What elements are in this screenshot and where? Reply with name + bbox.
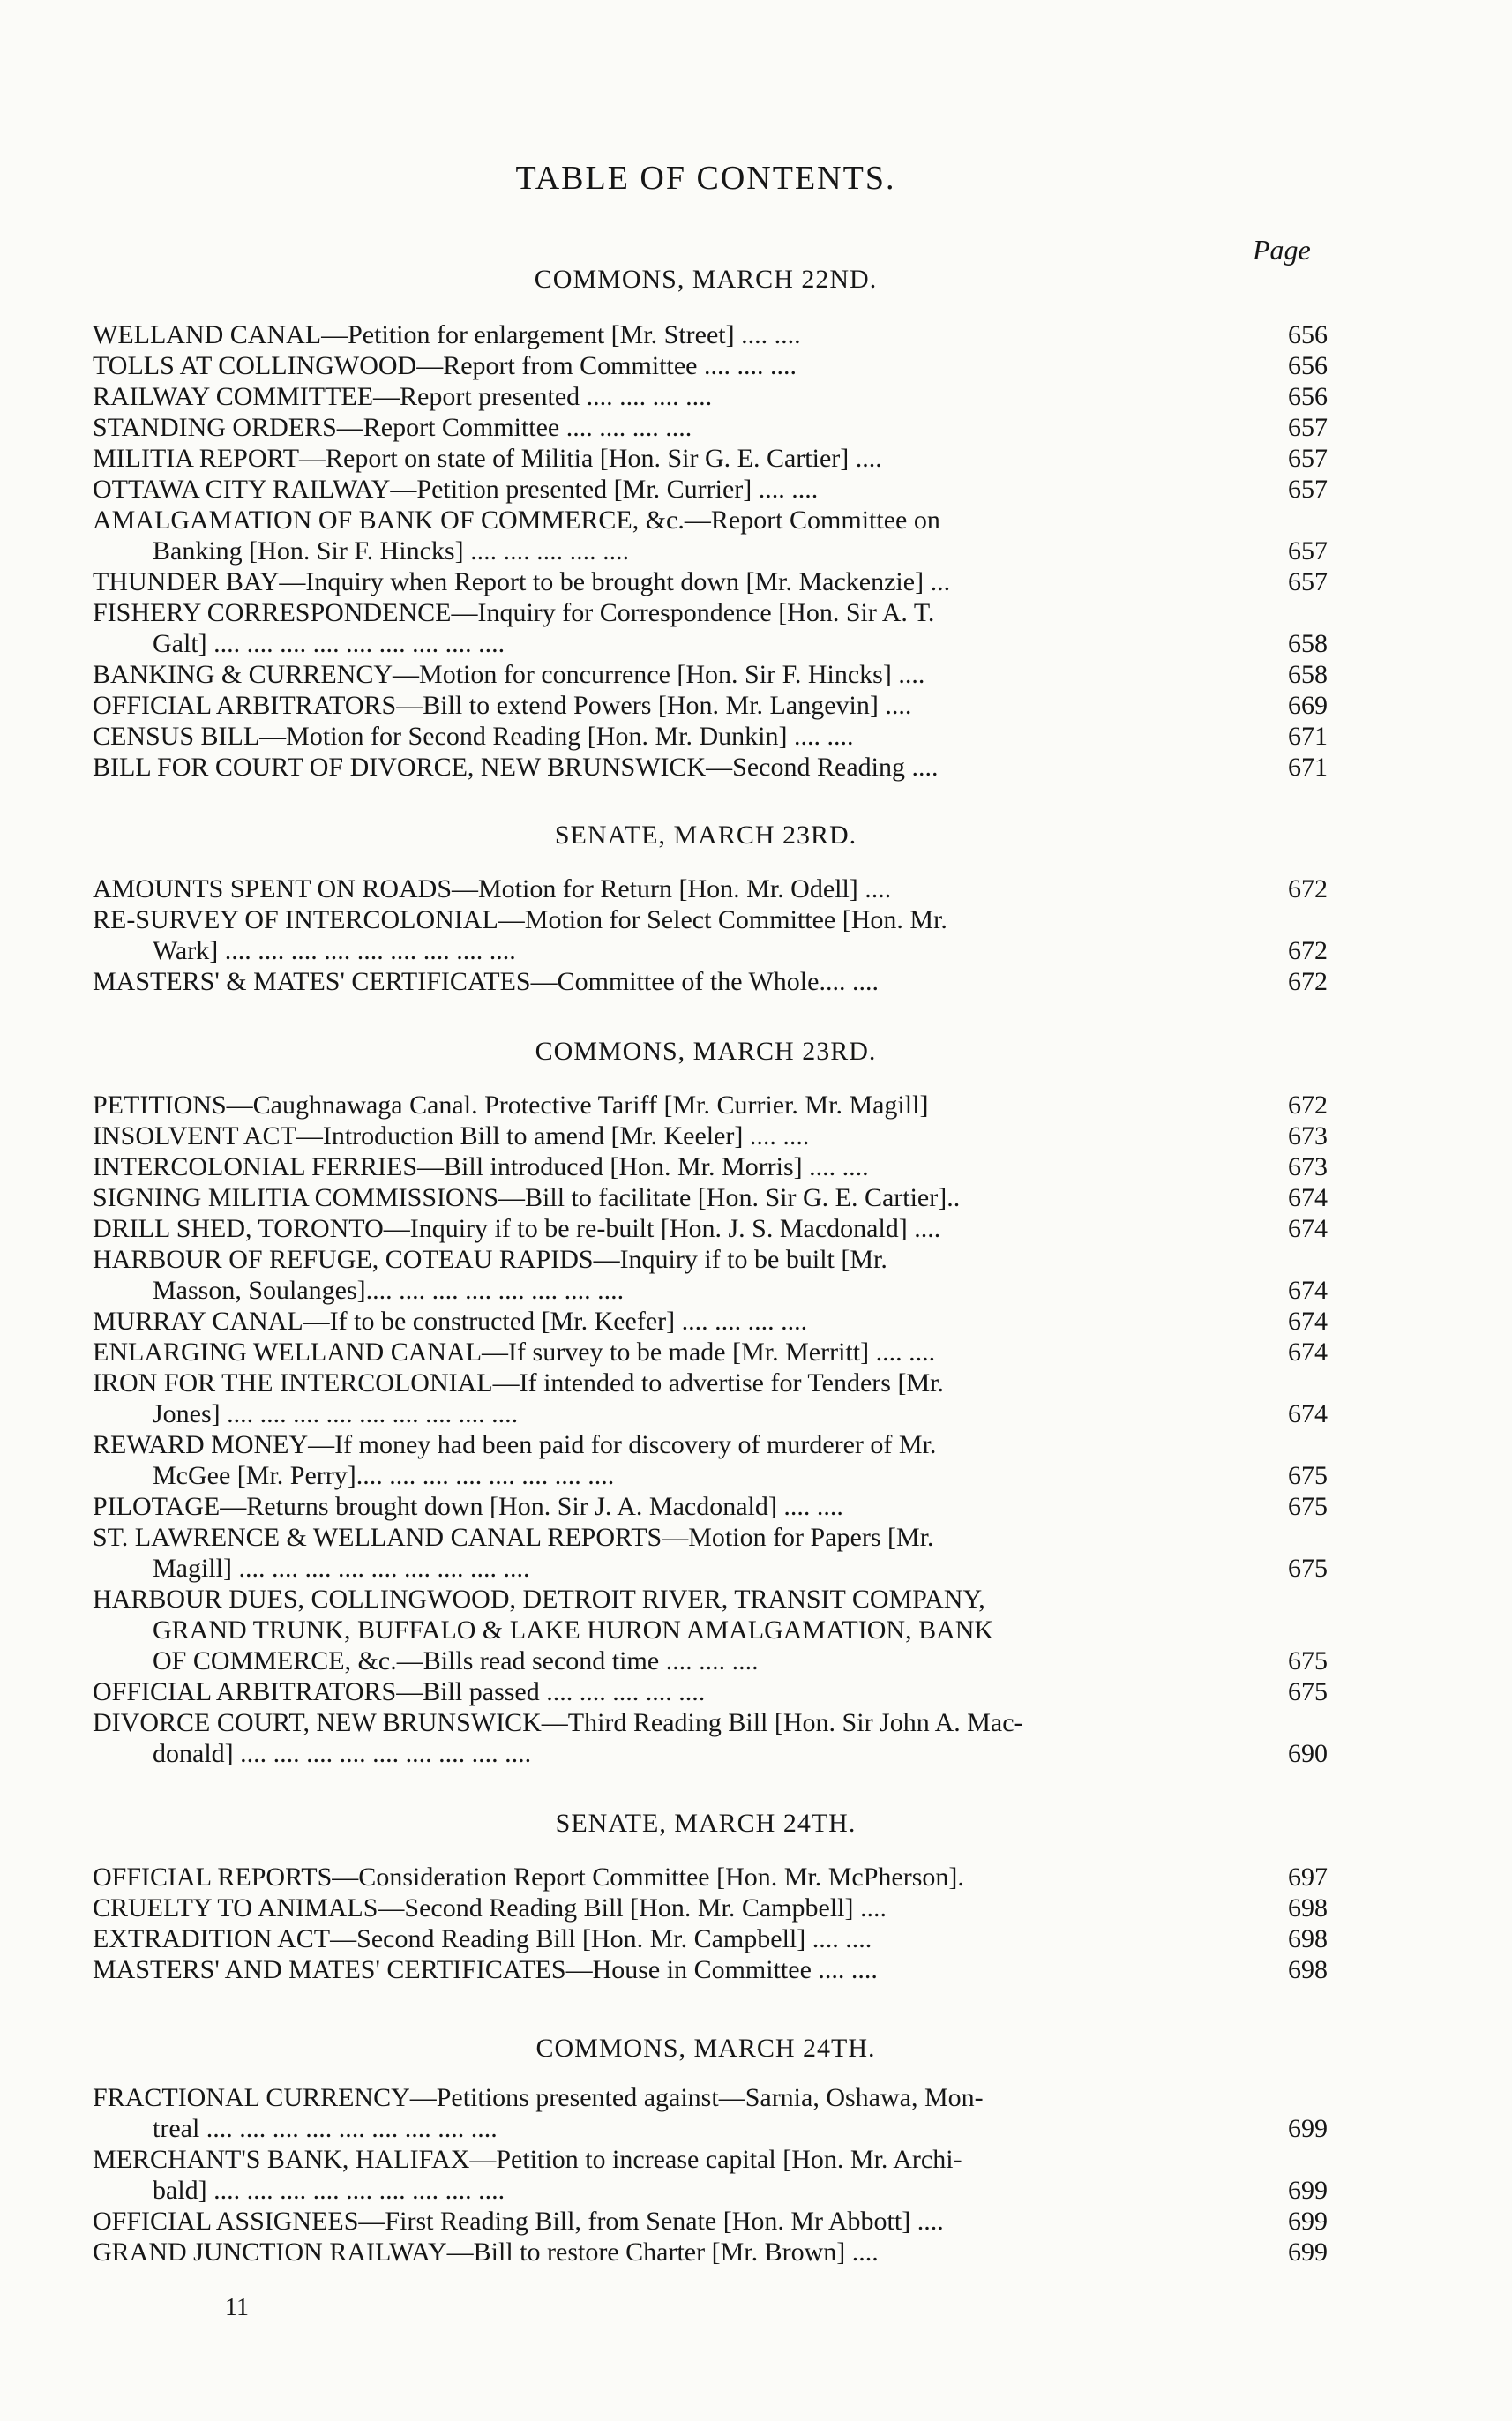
entry-page-number: 674 xyxy=(1288,1399,1328,1428)
toc-entry xyxy=(93,1923,1328,1954)
entry-page-number: 672 xyxy=(1288,936,1328,965)
entry-text: STANDING ORDERS—Report Committee .... .... .... .... xyxy=(93,413,692,442)
entry-page-number: 657 xyxy=(1288,475,1328,504)
toc-entry xyxy=(93,1491,1328,1522)
entry-text: MURRAY CANAL—If to be constructed [Mr. Keefer] .... .... .... .... xyxy=(93,1307,808,1336)
folio-page-number: 11 xyxy=(225,2294,249,2321)
entry-page-number: 672 xyxy=(1288,874,1328,903)
entry-page-number: 698 xyxy=(1288,1924,1328,1953)
entry-page-number: 672 xyxy=(1288,967,1328,996)
toc-entry xyxy=(93,1306,1328,1337)
entry-text: HARBOUR OF REFUGE, COTEAU RAPIDS—Inquiry if to be built [Mr. xyxy=(93,1245,887,1274)
toc-entry xyxy=(93,1182,1328,1213)
entry-text: IRON FOR THE INTERCOLONIAL—If intended to advertise for Tenders [Mr. xyxy=(93,1368,944,1398)
entry-page-number: 656 xyxy=(1288,320,1328,349)
entry-text: PILOTAGE—Returns brought down [Hon. Sir J. A. Macdonald] .... .... xyxy=(93,1492,843,1521)
entry-text: FISHERY CORRESPONDENCE—Inquiry for Correspondence [Hon. Sir A. T. xyxy=(93,598,935,627)
entry-text: BANKING & CURRENCY—Motion for concurrence [Hon. Sir F. Hincks] .... xyxy=(93,660,925,689)
entry-page-number: 671 xyxy=(1288,722,1328,751)
entry-continuation: GRAND TRUNK, BUFFALO & LAKE HURON AMALGAMATION, BANK xyxy=(153,1615,994,1645)
toc-entry xyxy=(93,1893,1328,1923)
toc-entry xyxy=(93,1676,1328,1707)
section-entries xyxy=(93,319,1328,783)
entry-page-number: 674 xyxy=(1288,1338,1328,1367)
toc-entry xyxy=(93,1121,1328,1151)
entry-page-number: 697 xyxy=(1288,1863,1328,1892)
entry-continuation: donald] .... .... .... .... .... .... .... .... .... xyxy=(153,1739,532,1768)
toc-entry xyxy=(93,1337,1328,1368)
entry-text: CENSUS BILL—Motion for Second Reading [Hon. Mr. Dunkin] .... .... xyxy=(93,722,854,751)
toc-entry xyxy=(93,659,1328,690)
page-column-label: Page xyxy=(1253,234,1311,266)
entry-page-number: 699 xyxy=(1288,2207,1328,2236)
page-title: TABLE OF CONTENTS. xyxy=(515,160,896,197)
toc-entry xyxy=(93,1244,1328,1306)
toc-entry xyxy=(93,412,1328,443)
section-heading: COMMONS, MARCH 24TH. xyxy=(535,2034,876,2063)
entry-page-number: 658 xyxy=(1288,660,1328,689)
entry-continuation: bald] .... .... .... .... .... .... .... .... .... xyxy=(153,2176,505,2205)
entry-page-number: 657 xyxy=(1288,567,1328,596)
entry-text: AMALGAMATION OF BANK OF COMMERCE, &c.—Report Committee on xyxy=(93,506,940,535)
toc-entry xyxy=(93,752,1328,783)
toc-entry xyxy=(93,1707,1328,1769)
toc-entry xyxy=(93,443,1328,474)
entry-text: EXTRADITION ACT—Second Reading Bill [Hon. Mr. Campbell] .... .... xyxy=(93,1924,872,1953)
entry-text: AMOUNTS SPENT ON ROADS—Motion for Return [Hon. Mr. Odell] .... xyxy=(93,874,892,903)
entry-text: INTERCOLONIAL FERRIES—Bill introduced [Hon. Mr. Morris] .... .... xyxy=(93,1152,869,1181)
entry-text: CRUELTY TO ANIMALS—Second Reading Bill [Hon. Mr. Campbell] .... xyxy=(93,1893,887,1923)
toc-entry xyxy=(93,690,1328,721)
toc-entry xyxy=(93,381,1328,412)
entry-continuation: Jones] .... .... .... .... .... .... .... .... .... xyxy=(153,1399,519,1428)
toc-entry xyxy=(93,1862,1328,1893)
section-entries xyxy=(93,873,1328,997)
entry-continuation: OF COMMERCE, &c.—Bills read second time .... .... .... xyxy=(153,1646,759,1675)
entry-text: OFFICIAL ARBITRATORS—Bill passed .... .... .... .... .... xyxy=(93,1677,706,1706)
entry-text: OFFICIAL ASSIGNEES—First Reading Bill, from Senate [Hon. Mr Abbott] .... xyxy=(93,2207,944,2236)
entry-text: PETITIONS—Caughnawaga Canal. Protective Tariff [Mr. Currier. Mr. Magill] xyxy=(93,1091,929,1120)
entry-text: ST. LAWRENCE & WELLAND CANAL REPORTS—Motion for Papers [Mr. xyxy=(93,1523,934,1552)
entry-continuation: Banking [Hon. Sir F. Hincks] .... .... .... .... .... xyxy=(153,536,630,566)
section-entries xyxy=(93,2082,1328,2267)
entry-page-number: 699 xyxy=(1288,2237,1328,2267)
toc-entry xyxy=(93,1151,1328,1182)
toc-entry xyxy=(93,2144,1328,2206)
toc-entry xyxy=(93,904,1328,966)
entry-continuation: Wark] .... .... .... .... .... .... .... .... .... xyxy=(153,936,516,965)
toc-entry xyxy=(93,1429,1328,1491)
entry-text: OFFICIAL REPORTS—Consideration Report Committee [Hon. Mr. McPherson]. xyxy=(93,1863,964,1892)
section-entries xyxy=(93,1090,1328,1769)
entry-page-number: 675 xyxy=(1288,1492,1328,1521)
entry-text: MASTERS' AND MATES' CERTIFICATES—House in Committee .... .... xyxy=(93,1955,878,1984)
toc-entry xyxy=(93,1368,1328,1429)
entry-text: THUNDER BAY—Inquiry when Report to be brought down [Mr. Mackenzie] ... xyxy=(93,567,951,596)
entry-text: MERCHANT'S BANK, HALIFAX—Petition to increase capital [Hon. Mr. Archi- xyxy=(93,2145,962,2174)
entry-page-number: 674 xyxy=(1288,1307,1328,1336)
entry-page-number: 671 xyxy=(1288,753,1328,782)
entry-text: ENLARGING WELLAND CANAL—If survey to be made [Mr. Merritt] .... .... xyxy=(93,1338,936,1367)
entry-text: REWARD MONEY—If money had been paid for discovery of murderer of Mr. xyxy=(93,1430,937,1459)
toc-entry xyxy=(93,2206,1328,2237)
entry-page-number: 675 xyxy=(1288,1554,1328,1583)
entry-text: GRAND JUNCTION RAILWAY—Bill to restore Charter [Mr. Brown] .... xyxy=(93,2237,879,2267)
entry-text: TOLLS AT COLLINGWOOD—Report from Committee .... .... .... xyxy=(93,351,797,380)
entry-text: HARBOUR DUES, COLLINGWOOD, DETROIT RIVER, TRANSIT COMPANY, xyxy=(93,1585,985,1614)
entry-page-number: 675 xyxy=(1288,1646,1328,1675)
entry-page-number: 673 xyxy=(1288,1121,1328,1151)
entry-text: DIVORCE COURT, NEW BRUNSWICK—Third Reading Bill [Hon. Sir John A. Mac- xyxy=(93,1708,1023,1737)
toc-entry xyxy=(93,350,1328,381)
entry-text: RE-SURVEY OF INTERCOLONIAL—Motion for Select Committee [Hon. Mr. xyxy=(93,905,947,934)
entry-continuation: Masson, Soulanges].... .... .... .... .... .... .... .... xyxy=(153,1276,625,1305)
entry-page-number: 674 xyxy=(1288,1276,1328,1305)
entry-page-number: 672 xyxy=(1288,1091,1328,1120)
toc-entry xyxy=(93,505,1328,566)
entry-page-number: 698 xyxy=(1288,1955,1328,1984)
toc-entry xyxy=(93,721,1328,752)
entry-page-number: 675 xyxy=(1288,1461,1328,1490)
entry-page-number: 658 xyxy=(1288,629,1328,658)
entry-page-number: 674 xyxy=(1288,1183,1328,1212)
entry-page-number: 674 xyxy=(1288,1214,1328,1243)
entry-page-number: 656 xyxy=(1288,382,1328,411)
entry-text: INSOLVENT ACT—Introduction Bill to amend [Mr. Keeler] .... .... xyxy=(93,1121,810,1151)
entry-continuation: Galt] .... .... .... .... .... .... .... .... .... xyxy=(153,629,505,658)
entry-continuation: Magill] .... .... .... .... .... .... .... .... .... xyxy=(153,1554,530,1583)
entry-text: BILL FOR COURT OF DIVORCE, NEW BRUNSWICK—Second Reading .... xyxy=(93,753,939,782)
entry-text: RAILWAY COMMITTEE—Report presented .... .... .... .... xyxy=(93,382,713,411)
toc-entry xyxy=(93,597,1328,659)
section-entries xyxy=(93,1862,1328,1985)
toc-entry xyxy=(93,1954,1328,1985)
section-heading: SENATE, MARCH 24TH. xyxy=(555,1809,857,1838)
section-heading: SENATE, MARCH 23RD. xyxy=(554,821,857,850)
toc-entry xyxy=(93,1584,1328,1676)
entry-text: WELLAND CANAL—Petition for enlargement [Mr. Street] .... .... xyxy=(93,320,801,349)
toc-entry xyxy=(93,873,1328,904)
entry-page-number: 657 xyxy=(1288,444,1328,473)
entry-page-number: 698 xyxy=(1288,1893,1328,1923)
entry-page-number: 669 xyxy=(1288,691,1328,720)
entry-page-number: 656 xyxy=(1288,351,1328,380)
entry-page-number: 690 xyxy=(1288,1739,1328,1768)
entry-page-number: 699 xyxy=(1288,2114,1328,2143)
toc-entry xyxy=(93,566,1328,597)
entry-text: MILITIA REPORT—Report on state of Militia [Hon. Sir G. E. Cartier] .... xyxy=(93,444,882,473)
entry-page-number: 673 xyxy=(1288,1152,1328,1181)
toc-entry xyxy=(93,966,1328,997)
toc-entry xyxy=(93,2082,1328,2144)
entry-page-number: 699 xyxy=(1288,2176,1328,2205)
entry-text: OTTAWA CITY RAILWAY—Petition presented [Mr. Currier] .... .... xyxy=(93,475,819,504)
entry-text: SIGNING MILITIA COMMISSIONS—Bill to facilitate [Hon. Sir G. E. Cartier].. xyxy=(93,1183,961,1212)
toc-entry xyxy=(93,474,1328,505)
entry-page-number: 657 xyxy=(1288,536,1328,566)
entry-text: FRACTIONAL CURRENCY—Petitions presented against—Sarnia, Oshawa, Mon- xyxy=(93,2083,984,2112)
section-heading: COMMONS, MARCH 23RD. xyxy=(535,1037,877,1066)
toc-entry xyxy=(93,1522,1328,1584)
toc-entry xyxy=(93,319,1328,350)
toc-entry xyxy=(93,2237,1328,2267)
toc-entry xyxy=(93,1090,1328,1121)
entry-text: DRILL SHED, TORONTO—Inquiry if to be re-built [Hon. J. S. Macdonald] .... xyxy=(93,1214,941,1243)
entry-text: OFFICIAL ARBITRATORS—Bill to extend Powers [Hon. Mr. Langevin] .... xyxy=(93,691,912,720)
entry-continuation: McGee [Mr. Perry].... .... .... .... .... .... .... .... xyxy=(153,1461,615,1490)
entry-text: MASTERS' & MATES' CERTIFICATES—Committee of the Whole.... .... xyxy=(93,967,879,996)
entry-page-number: 657 xyxy=(1288,413,1328,442)
entry-page-number: 675 xyxy=(1288,1677,1328,1706)
section-heading: COMMONS, MARCH 22ND. xyxy=(534,265,878,294)
entry-continuation: treal .... .... .... .... .... .... .... .... .... xyxy=(153,2114,498,2143)
toc-entry xyxy=(93,1213,1328,1244)
